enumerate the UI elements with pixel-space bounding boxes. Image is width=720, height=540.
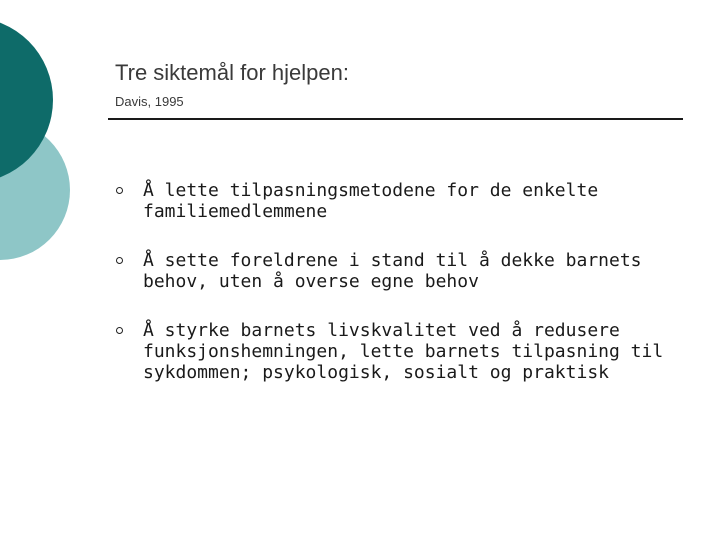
bullet-item bbox=[113, 250, 713, 292]
title-divider bbox=[108, 118, 683, 120]
bullet-circle-icon bbox=[116, 257, 123, 264]
bullet-text: Å lette tilpasningsmetodene for de enkelte familiemedlemmene bbox=[143, 180, 599, 222]
decorative-circles bbox=[0, 0, 120, 300]
slide-subtitle: Davis, 1995 bbox=[115, 94, 184, 109]
bullet-item bbox=[113, 180, 713, 222]
bullet-text: Å sette foreldrene i stand til å dekke barnets behov, uten å overse egne behov bbox=[143, 250, 642, 292]
bullet-item bbox=[113, 320, 713, 383]
bullet-circle-icon bbox=[116, 187, 123, 194]
slide-title: Tre siktemål for hjelpen: bbox=[115, 60, 349, 85]
bullet-text: Å styrke barnets livskvalitet ved å redusere funksjonshemningen, lette barnets tilpasning til sykdommen; psykologisk, sosialt og praktisk bbox=[143, 320, 664, 383]
bullet-circle-icon bbox=[116, 327, 123, 334]
bullet-list bbox=[113, 180, 713, 411]
